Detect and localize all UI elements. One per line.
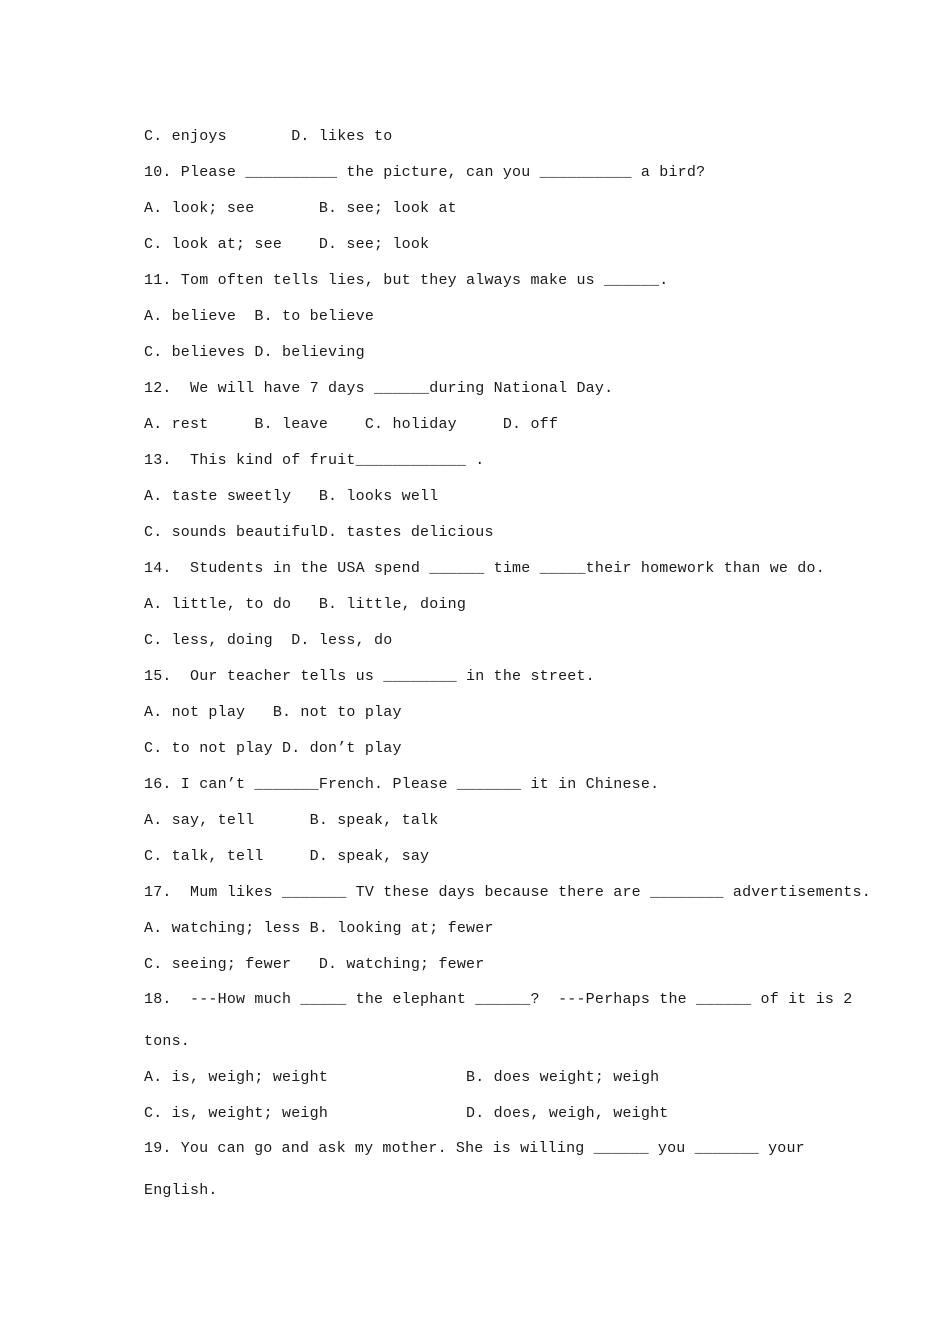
option-line-12: A. rest B. leave C. holiday D. off xyxy=(144,416,559,433)
option-line-11ab: A. believe B. to believe xyxy=(144,308,375,325)
option-line-18cd: C. is, weight; weigh D. does, weigh, weight xyxy=(144,1105,669,1122)
option-line-17cd: C. seeing; fewer D. watching; fewer xyxy=(144,956,485,973)
option-line-18ab: A. is, weigh; weight B. does weight; weigh xyxy=(144,1069,660,1086)
question-18: 18. ---How much _____ the elephant ______? ---Perhaps the ______ of it is 2 xyxy=(144,991,853,1008)
option-line-15ab: A. not play B. not to play xyxy=(144,704,402,721)
question-17: 17. Mum likes _______ TV these days because there are ________ advertisements. xyxy=(144,884,871,901)
word: go xyxy=(254,1140,273,1157)
option-line-17ab: A. watching; less B. looking at; fewer xyxy=(144,920,494,937)
option-line-9cd: C. enjoys D. likes to xyxy=(144,128,393,145)
question-13: 13. This kind of fruit____________ . xyxy=(144,452,485,469)
question-10: 10. Please __________ the picture, can you __________ a bird? xyxy=(144,164,706,181)
option-line-10cd: C. look at; see D. see; look xyxy=(144,236,430,253)
word: ______ xyxy=(593,1140,649,1157)
word: can xyxy=(217,1140,245,1157)
option-line-10ab: A. look; see B. see; look at xyxy=(144,200,457,217)
question-16: 16. I can’t _______French. Please _______ it in Chinese. xyxy=(144,776,660,793)
word: is xyxy=(492,1140,511,1157)
word: _______ xyxy=(694,1140,759,1157)
option-line-16cd: C. talk, tell D. speak, say xyxy=(144,848,430,865)
question-14: 14. Students in the USA spend ______ time _____their homework than we do. xyxy=(144,560,825,577)
word: and xyxy=(281,1140,310,1157)
question-19 xyxy=(144,1139,805,1159)
question-18-continued: tons. xyxy=(144,1033,191,1050)
word: mother. xyxy=(382,1140,447,1157)
option-line-13ab: A. taste sweetly B. looks well xyxy=(144,488,439,505)
word: She xyxy=(455,1140,484,1157)
word: your xyxy=(768,1140,805,1157)
word: You xyxy=(180,1140,209,1157)
question-19-continued: English. xyxy=(144,1182,218,1199)
question-11: 11. Tom often tells lies, but they always make us ______. xyxy=(144,272,669,289)
word: ask xyxy=(318,1140,346,1157)
option-line-15cd: C. to not play D. don’t play xyxy=(144,740,402,757)
word: 19. xyxy=(144,1140,172,1157)
question-12: 12. We will have 7 days ______during National Day. xyxy=(144,380,614,397)
option-line-14ab: A. little, to do B. little, doing xyxy=(144,596,467,613)
word: willing xyxy=(520,1140,585,1157)
option-line-16ab: A. say, tell B. speak, talk xyxy=(144,812,439,829)
word: my xyxy=(354,1140,374,1157)
option-line-14cd: C. less, doing D. less, do xyxy=(144,632,393,649)
option-line-11cd: C. believes D. believing xyxy=(144,344,365,361)
option-line-13cd: C. sounds beautifulD. tastes delicious xyxy=(144,524,494,541)
question-15: 15. Our teacher tells us ________ in the street. xyxy=(144,668,595,685)
word: you xyxy=(657,1140,686,1157)
